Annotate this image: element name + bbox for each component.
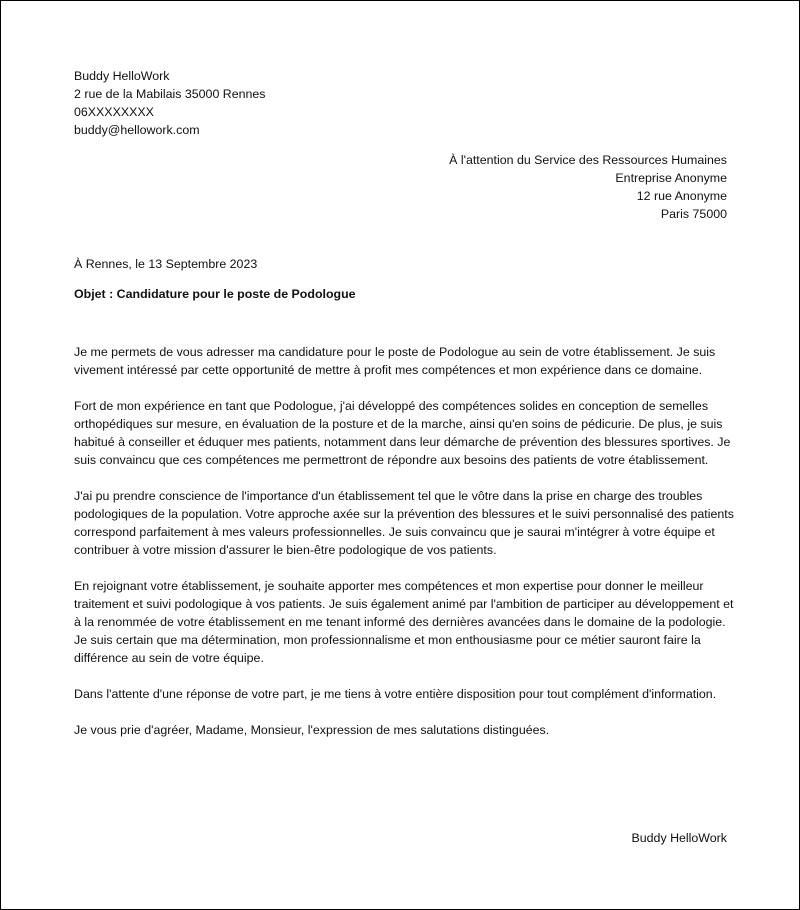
sender-address: 2 rue de la Mabilais 35000 Rennes	[74, 87, 266, 101]
body-paragraph: J'ai pu prendre conscience de l'importance d'un établissement tel que le vôtre dans la prise en charge des troubles podologiques de la population. Votre approche axée sur la prévention des blessures et le suivi personnalisé des patients correspond parfaitement à mes valeurs professionnelles. Je suis convaincu que je saurai m'intégrer à votre équipe et contribuer à votre mission d'assurer le bien-être podologique de vos patients.	[74, 489, 734, 557]
letter-body	[74, 343, 734, 757]
sender-email: buddy@hellowork.com	[74, 123, 200, 137]
sender-name: Buddy HelloWork	[74, 69, 170, 83]
sender-phone: 06XXXXXXXX	[74, 105, 154, 119]
body-paragraph: Fort de mon expérience en tant que Podologue, j'ai développé des compétences solides en conception de semelles orthopédiques sur mesure, en évaluation de la posture et de la marche, ainsi qu'en soins de pédicurie. De plus, je suis habitué à conseiller et éduquer mes patients, notamment dans leur démarche de prévention des blessures sportives. Je suis convaincu que ces compétences me permettront de répondre aux besoins des patients de votre établissement.	[74, 399, 731, 467]
body-paragraph: En rejoignant votre établissement, je souhaite apporter mes compétences et mon expertise pour donner le meilleur traitement et suivi podologique à vos patients. Je suis également animé par l'ambition de participer au développement et à la renommée de votre établissement en me tenant informé des dernières avancées dans le domaine de la podologie. Je suis certain que ma détermination, mon professionnalisme et mon enthousiasme pour ce métier sauront faire la différence au sein de votre équipe.	[74, 579, 734, 665]
date-line: À Rennes, le 13 Septembre 2023	[74, 257, 258, 271]
recipient-city: Paris 75000	[660, 207, 727, 221]
closing-paragraph: Je vous prie d'agréer, Madame, Monsieur, l'expression de mes salutations distinguées.	[74, 723, 550, 737]
recipient-attention: À l'attention du Service des Ressources Humaines	[449, 153, 727, 167]
sender-block	[74, 67, 266, 139]
body-paragraph: Je me permets de vous adresser ma candidature pour le poste de Podologue au sein de votre établissement. Je suis vivement intéressé par cette opportunité de mettre à profit mes compétences et mon expérience dans ce domaine.	[74, 345, 716, 377]
recipient-company: Entreprise Anonyme	[615, 171, 727, 185]
body-paragraph: Dans l'attente d'une réponse de votre part, je me tiens à votre entière disposition pour tout complément d'information.	[74, 687, 717, 701]
signature: Buddy HelloWork	[631, 831, 727, 845]
subject-line: Objet : Candidature pour le poste de Podologue	[74, 287, 356, 301]
recipient-block	[449, 151, 727, 223]
recipient-street: 12 rue Anonyme	[636, 189, 727, 203]
